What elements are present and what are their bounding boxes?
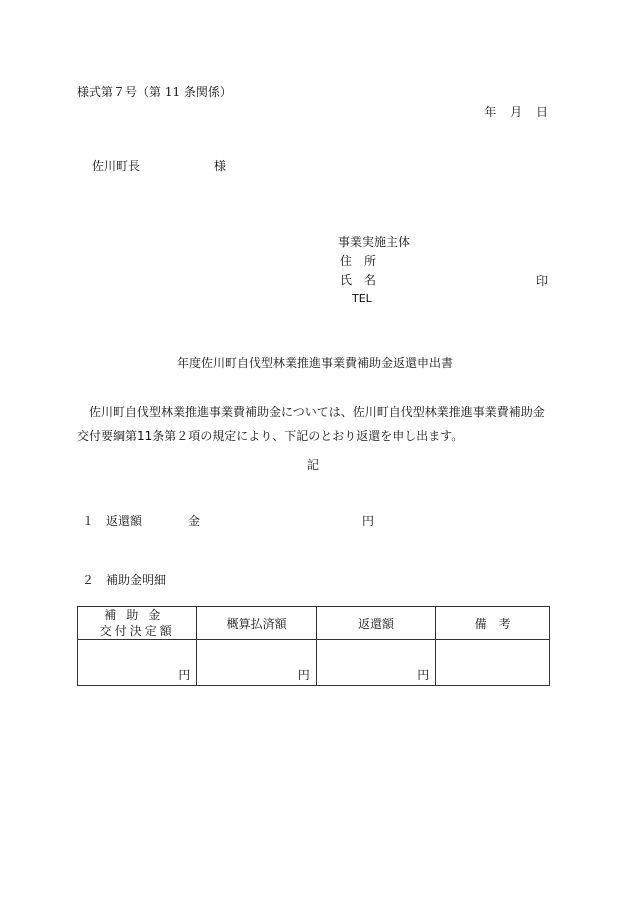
date-year-label: 年 <box>484 105 497 119</box>
ki-heading: 記 <box>306 458 319 472</box>
date-month-label: 月 <box>510 105 523 119</box>
cell-remarks <box>436 640 550 686</box>
applicant-block <box>338 236 410 312</box>
document-title: 年度佐川町自伐型林業推進事業費補助金返還申出書 <box>176 356 453 370</box>
table-header-row <box>78 607 550 640</box>
seal-mark: 印 <box>535 274 548 288</box>
header-grant-line2: 交付決定額 <box>99 624 175 638</box>
cell-refund-amount: 円 <box>316 640 435 686</box>
body-paragraph: 佐川町自伐型林業推進事業費補助金については、佐川町自伐型林業推進事業費補助金交付要綱第11条第２項の規定により、下記のとおり返還を申し出ます。 <box>77 405 545 443</box>
cell-advance-paid-amount: 円 <box>197 640 316 686</box>
applicant-address-label: 住 所 <box>340 254 377 268</box>
subsidy-detail-table <box>77 606 550 686</box>
date-line <box>474 106 548 118</box>
cell-grant-decision-amount: 円 <box>78 640 197 686</box>
applicant-entity-label: 事業実施主体 <box>338 235 411 249</box>
refund-kin: 金 <box>188 514 201 528</box>
addressee <box>92 159 227 173</box>
header-grant-decision-amount <box>78 607 197 640</box>
subsidy-detail-heading: ２ 補助金明細 <box>82 573 167 587</box>
table-row <box>78 640 550 686</box>
refund-amount-line <box>82 514 375 528</box>
header-refund-amount: 返還額 <box>316 607 435 640</box>
header-remarks: 備 考 <box>436 607 550 640</box>
form-number: 様式第７号（第 11 条関係） <box>77 85 232 99</box>
applicant-name-label: 氏 名 <box>340 273 377 287</box>
applicant-tel-label: TEL <box>352 292 372 305</box>
header-grant-line1: 補助金 <box>104 608 171 622</box>
header-advance-paid-amount: 概算払済額 <box>197 607 316 640</box>
addressee-honorific: 様 <box>214 159 227 173</box>
refund-amount-label: １ 返還額 <box>82 514 143 528</box>
refund-yen: 円 <box>362 514 375 528</box>
addressee-name: 佐川町長 <box>92 159 141 173</box>
date-day-label: 日 <box>535 105 548 119</box>
